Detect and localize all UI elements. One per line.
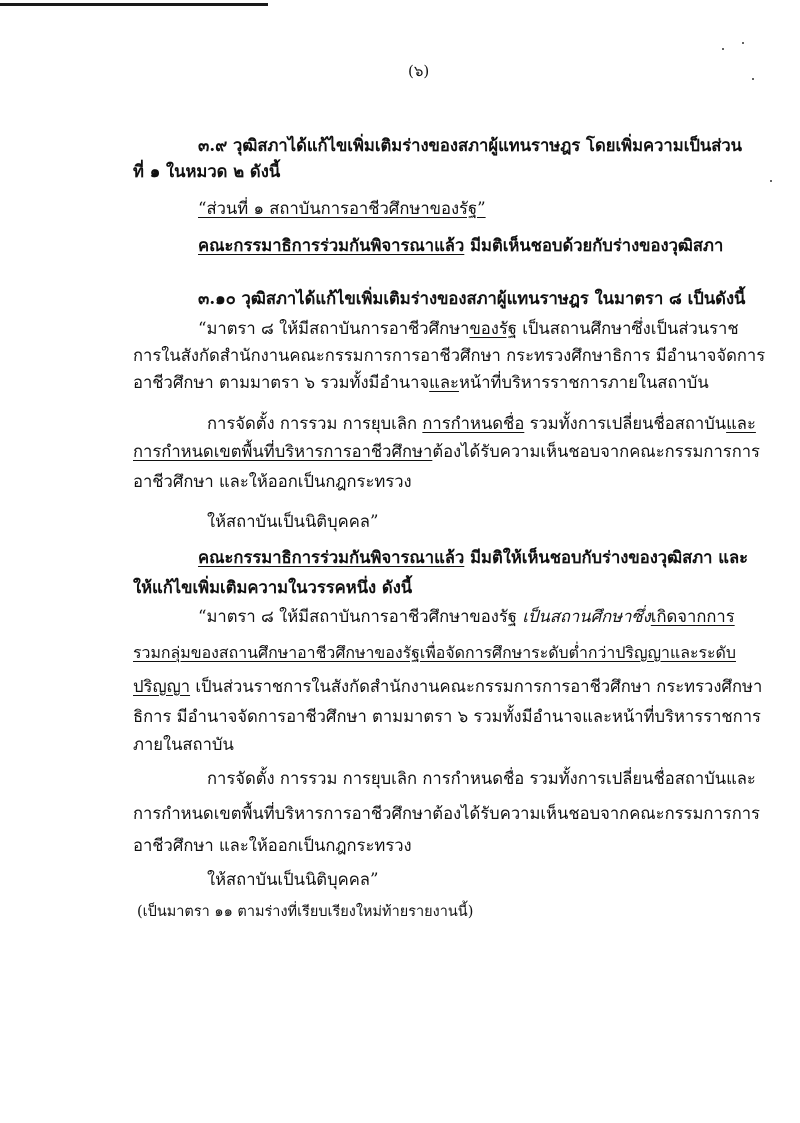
senate-version-line-3 [133, 372, 709, 394]
underlined-text: ปริญญา [133, 677, 191, 696]
section-3-10-committee-line-1 [198, 546, 748, 568]
scan-speck [722, 48, 724, 50]
amended-version-line-2: รวมกลุ่มของสถานศึกษาอาชีวศึกษาของรัฐเพื่อจัดการศึกษาระดับต่ำกว่าปริญญาและระดับ [133, 643, 736, 662]
top-rule [0, 3, 268, 6]
committee-label: คณะกรรมาธิการร่วมกันพิจารณาแล้ว [198, 547, 465, 567]
senate-version-line-7: ให้สถาบันเป็นนิติบุคคล” [207, 512, 379, 531]
underlined-text: และ [429, 373, 459, 392]
section-3-10-heading: ๓.๑๐ วุฒิสภาได้แก้ไขเพิ่มเติมร่างของสภาผู้แทนราษฎร ในมาตรา ๘ เป็นดังนี้ [198, 288, 746, 308]
amended-version-line-3 [133, 676, 762, 698]
senate-version-line-6: อาชีวศึกษา และให้ออกเป็นกฎกระทรวง [133, 472, 412, 491]
section-3-9-quote: “ส่วนที่ ๑ สถาบันการอาชีวศึกษาของรัฐ” [198, 199, 486, 218]
scan-speck [770, 180, 772, 182]
senate-version-line-4 [207, 413, 756, 435]
committee-resolution: มีมติให้เห็นชอบกับร่างของวุฒิสภา และ [464, 547, 749, 567]
underlined-text: การกำหนดเขตพื้นที่บริหารการอาชีวศึกษา [133, 442, 433, 461]
scan-speck [742, 42, 744, 44]
amended-version-line-1 [198, 606, 735, 628]
text-span: “มาตรา ๘ ให้มีสถาบันการอาชีวศึกษาของรัฐ [198, 607, 523, 626]
section-3-9-line-1: ๓.๙ วุฒิสภาได้แก้ไขเพิ่มเติมร่างของสภาผู้แทนราษฎร โดยเพิ่มความเป็นส่วน [198, 135, 743, 155]
section-3-9-committee [198, 234, 723, 256]
text-span: “มาตรา ๘ ให้มีสถาบันการอาชีวศึกษา [198, 319, 470, 338]
footnote: (เป็นมาตรา ๑๑ ตามร่างที่เรียบเรียงใหม่ท้ายรายงานนี้) [137, 904, 474, 920]
amended-version-line-4: ธิการ มีอำนาจจัดการอาชีวศึกษา ตามมาตรา ๖ รวมทั้งมีอำนาจและหน้าที่บริหารราชการ [133, 707, 761, 726]
underlined-text: การกำหนดชื่อ [422, 414, 525, 433]
text-span: รวมทั้งการเปลี่ยนชื่อสถาบัน [524, 414, 727, 433]
section-3-9-line-2: ที่ ๑ ในหมวด ๒ ดังนี้ [133, 161, 281, 181]
page-number: (๖) [408, 62, 430, 80]
amended-version-line-7: การกำหนดเขตพื้นที่บริหารการอาชีวศึกษาต้องได้รับความเห็นชอบจากคณะกรรมการการ [133, 804, 760, 823]
amended-version-line-6: การจัดตั้ง การรวม การยุบเลิก การกำหนดชื่อ รวมทั้งการเปลี่ยนชื่อสถาบันและ [207, 769, 756, 788]
text-span: เป็นส่วนราชการในสังกัดสำนักงานคณะกรรมการการอาชีวศึกษา กระทรวงศึกษา [190, 677, 763, 696]
senate-version-line-1 [198, 318, 739, 340]
senate-version-line-2: การในสังกัดสำนักงานคณะกรรมการการอาชีวศึกษา กระทรวงศึกษาธิการ มีอำนาจจัดการ [133, 346, 766, 365]
underlined-text: เกิดจากการ [650, 607, 735, 626]
text-span: เป็นสถานศึกษาซึ่งเป็นส่วนราช [516, 319, 739, 338]
underlined-text: และ [726, 414, 756, 433]
text-span: อาชีวศึกษา ตามมาตรา ๖ รวมทั้งมีอำนาจ [133, 373, 430, 392]
committee-label: คณะกรรมาธิการร่วมกันพิจารณาแล้ว [198, 235, 465, 255]
text-span: หน้าที่บริหารราชการภายในสถาบัน [458, 373, 709, 392]
committee-resolution: มีมติเห็นชอบด้วยกับร่างของวุฒิสภา [464, 235, 724, 255]
underlined-text: ของรัฐ [469, 319, 517, 338]
amended-version-line-5: ภายในสถาบัน [133, 735, 234, 754]
text-span: ต้องได้รับความเห็นชอบจากคณะกรรมการการ [432, 442, 760, 461]
italic-text: เป็นสถานศึกษาซึ่ง [522, 607, 651, 626]
amended-version-line-9: ให้สถาบันเป็นนิติบุคคล” [207, 870, 379, 889]
text-span: การจัดตั้ง การรวม การยุบเลิก [207, 414, 423, 433]
scan-speck [752, 78, 754, 80]
senate-version-line-5 [133, 441, 760, 463]
section-3-10-committee-line-2: ให้แก้ไขเพิ่มเติมความในวรรคหนึ่ง ดังนี้ [133, 577, 413, 597]
amended-version-line-8: อาชีวศึกษา และให้ออกเป็นกฎกระทรวง [133, 836, 412, 855]
